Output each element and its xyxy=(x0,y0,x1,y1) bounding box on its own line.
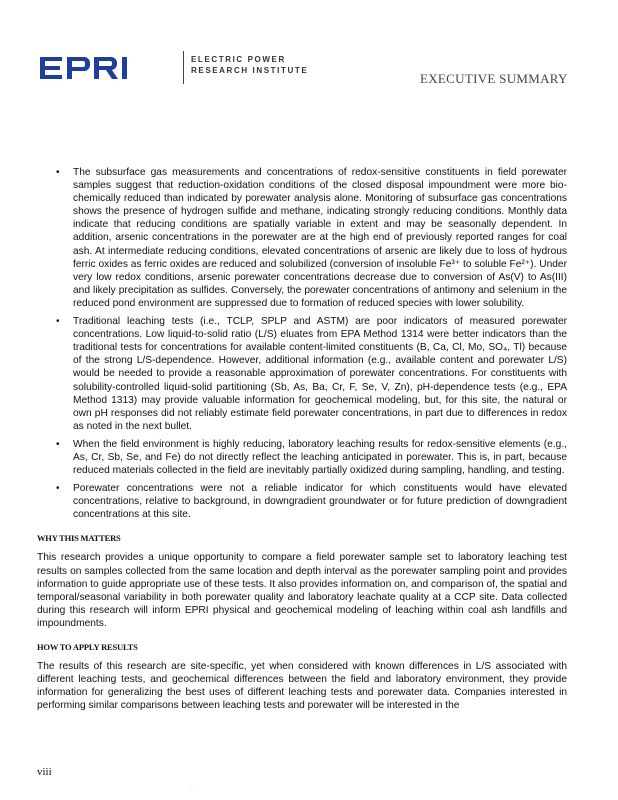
finding-bullet: • Traditional leaching tests (i.e., TCLP, SPLP and ASTM) are poor indicators of measured porewater concentrations. Low liquid-to-solid ratio (L/S) eluates from EPA Method 1314 were better indicators than the traditional tests for concentrations for available content-limited constituents (B, Ca, Cl, Mo, SO₄, Tl) because of the strong L/S-dependence. However, additional information (e.g., available content and porewater L/S) would be needed to provide a reasonable approximation of porewater concentrations. For constituents with solubility-controlled liquid-solid partitioning (Sb, As, Ba, Cr, F, Se, V, Zn), pH-dependence tests (e.g., EPA Method 1313) may provide valuable information for geochemical modeling, but, for this site, the natural or own pH responses did not reliably estimate field porewater concentrations, in part due to differences in redox as noted in the next bullet. xyxy=(37,315,567,433)
epri-logo xyxy=(40,48,309,88)
logo-divider xyxy=(183,51,184,84)
why-this-matters-paragraph: This research provides a unique opportunity to compare a field porewater sample set to laboratory leaching test results on samples collected from the same location and depth interval as the porewater sampling point and provides information to guide appropriate use of these tests. It also provides information on, and comparison of, the spatial and temporal/seasonal variability in both porewater quality and laboratory leachate quality at a CCP site. Data collected during this research will inform EPRI physical and geochemical modeling of leaching within coal ash landfills and impoundments. xyxy=(37,552,567,629)
epri-logo-mark xyxy=(40,56,140,80)
section-heading-why-this-matters: WHY THIS MATTERS xyxy=(37,533,121,544)
logo-line-1: ELECTRIC POWER xyxy=(191,55,286,64)
footer-mark: · · xyxy=(190,784,195,790)
logo-wordmark xyxy=(191,54,308,76)
findings-list xyxy=(37,166,567,521)
how-to-apply-paragraph: The results of this research are site-specific, yet when considered with known differences in L/S associated with different leaching tests, and geochemical differences between the field and laboratory environment, they provide information for generalizing the best uses of different leaching tests and porewater data. Companies interested in performing similar comparisons between leaching tests and porewater will be interested in the xyxy=(37,661,567,712)
finding-bullet: • Porewater concentrations were not a reliable indicator for which constituents would have elevated concentrations, relative to background, in downgradient groundwater or for future prediction of downgradient concentrations at this site. xyxy=(37,482,567,521)
page-number: viii xyxy=(37,766,52,778)
page-content xyxy=(37,166,567,712)
logo-line-2: RESEARCH INSTITUTE xyxy=(191,66,309,75)
finding-bullet: • The subsurface gas measurements and concentrations of redox-sensitive constituents in field porewater samples suggest that reduction-oxidation conditions of the closed disposal impoundment were more bio-chemically reduced than indicated by porewater analysis alone. Monitoring of subsurface gas concentrations shows the presence of hydrogen sulfide and methane, indicating strongly reducing conditions. Monthly data indicate that reducing conditions are spatially variable in extent and may be seasonally dependent. In addition, arsenic concentrations in the porewater are at the high end of previously reported ranges for coal ash. At intermediate reducing conditions, elevated concentrations of arsenic are likely due to loss of hydrous ferric oxides as ferric oxides are reduced and solubilized (conversion of insoluble Fe³⁺ to soluble Fe²⁺). Under very low redox conditions, arsenic porewater concentrations decrease due to conversion of As(V) to As(III) and likely precipitation as sulfides. Conversely, the porewater concentrations of antimony and selenium in the reduced pond environment are suppressed due to formation of reduced species with lower solubility. xyxy=(37,166,567,310)
section-title: EXECUTIVE SUMMARY xyxy=(420,71,568,86)
section-heading-how-to-apply: HOW TO APPLY RESULTS xyxy=(37,642,138,652)
finding-bullet: • When the field environment is highly reducing, laboratory leaching results for redox-sensitive elements (e.g., As, Cr, Sb, Se, and Fe) do not directly reflect the leaching anticipated in porewater. This is, in part, because reduced materials collected in the field are inevitably partially oxidized during sampling, handling, and testing. xyxy=(37,438,567,477)
